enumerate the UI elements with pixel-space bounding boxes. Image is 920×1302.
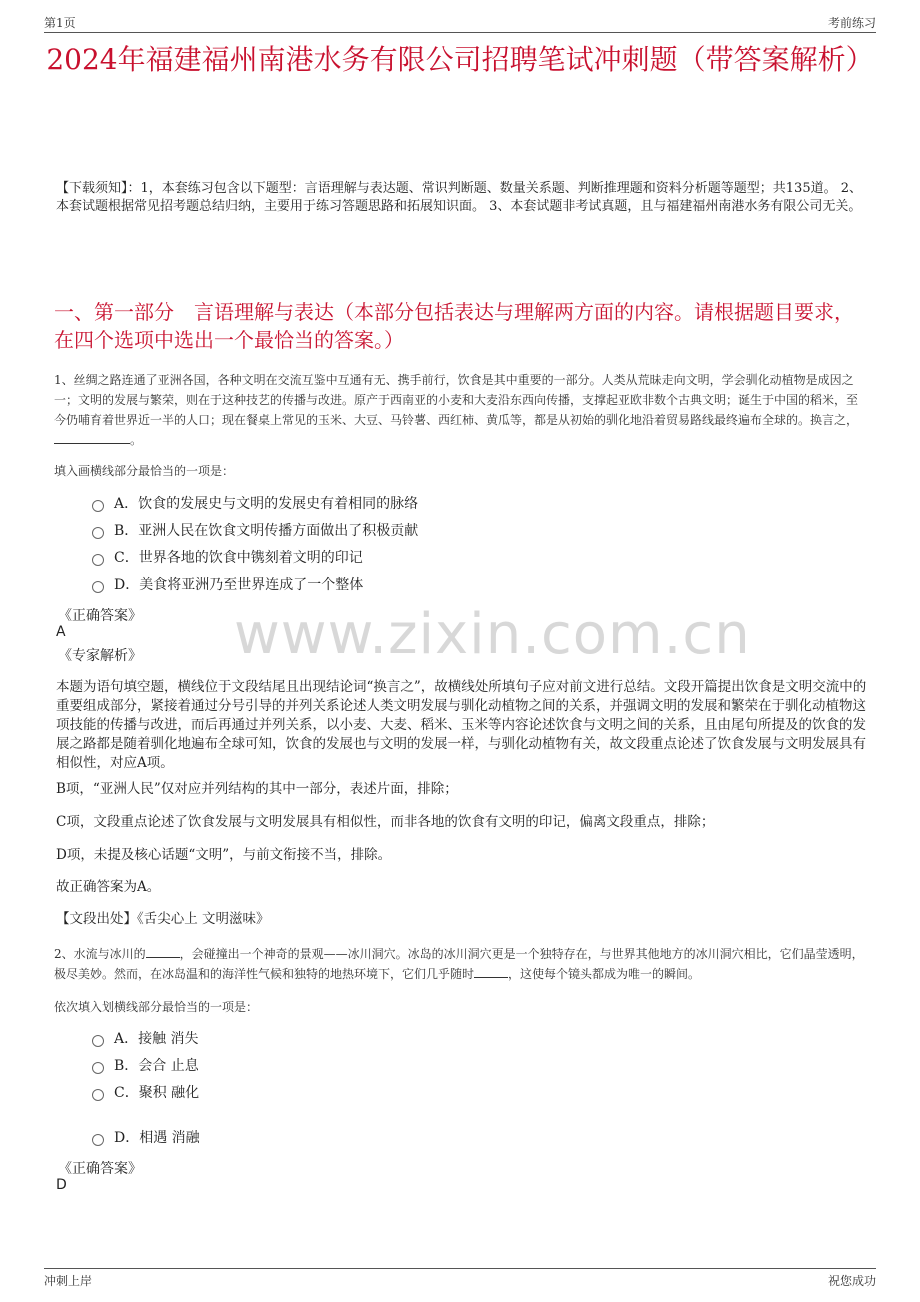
question-1-option-a[interactable] <box>92 493 418 515</box>
download-notice: 【下载须知】：1，本套练习包含以下题型：言语理解与表达题、常识判断题、数量关系题、判断推理题和资料分析题等题型；共135道。 2、本套试题根据常见招考题总结归纳，主要用于练习答题思路和拓展知识面。 3、本套试题非考试真题，且与福建福州南港水务有限公司无关。 <box>56 181 862 214</box>
question-2-part-b: ，会碰撞出一个神奇的景观——冰川洞穴。冰岛的冰川洞穴更是一个独特存在，与世界其他地方的冰川洞穴相比，它们晶莹透明，极尽美妙。然而，在冰岛温和的海洋性气候和独特的地热环境下，它们几乎随时 <box>54 947 864 981</box>
question-1-end: 。 <box>130 433 143 447</box>
radio-icon[interactable] <box>92 1134 104 1146</box>
question-2-option-a[interactable] <box>92 1028 199 1050</box>
source-citation: 【文段出处】《舌尖心上 文明滋味》 <box>56 911 270 927</box>
question-1-prompt: 填入画横线部分最恰当的一项是： <box>54 464 235 478</box>
option-label: A．接触 消失 <box>114 1031 199 1047</box>
question-1-option-c[interactable] <box>92 547 363 569</box>
question-2-part-a: 2、水流与冰川的 <box>54 947 146 961</box>
footer-left: 冲刺上岸 <box>44 1274 93 1288</box>
correct-answer-label: 《正确答案》 <box>58 608 142 624</box>
radio-icon[interactable] <box>92 1089 104 1101</box>
radio-icon[interactable] <box>92 581 104 593</box>
footer-right: 祝您成功 <box>827 1274 876 1288</box>
analysis-paragraph-c: C项，文段重点论述了饮食发展与文明发展具有相似性，而非各地的饮食有文明的印记，偏离文段重点，排除； <box>56 814 715 830</box>
answer-blank <box>146 945 180 958</box>
question-1-text <box>54 370 866 450</box>
answer-blank <box>474 965 508 978</box>
correct-answer: A <box>56 624 66 640</box>
option-label: B．亚洲人民在饮食文明传播方面做出了积极贡献 <box>114 523 419 539</box>
correct-answer-label-2: 《正确答案》 <box>58 1161 142 1177</box>
answer-blank <box>54 431 130 444</box>
question-2-text <box>54 944 866 984</box>
radio-icon[interactable] <box>92 1062 104 1074</box>
watermark: www.zixin.com.cn <box>234 602 751 667</box>
radio-icon[interactable] <box>92 527 104 539</box>
analysis-paragraph-b: B项，“亚洲人民”仅对应并列结构的其中一部分，表述片面，排除； <box>56 781 458 797</box>
question-2-option-c[interactable] <box>92 1082 199 1104</box>
radio-icon[interactable] <box>92 500 104 512</box>
question-2-option-b[interactable] <box>92 1055 199 1077</box>
header-tag: 考前练习 <box>827 16 876 30</box>
option-label: A．饮食的发展史与文明的发展史有着相同的脉络 <box>114 496 419 512</box>
question-1-option-d[interactable] <box>92 574 363 596</box>
radio-icon[interactable] <box>92 554 104 566</box>
page-number: 第1页 <box>44 16 76 30</box>
question-2-option-d[interactable] <box>92 1127 200 1149</box>
question-1-option-b[interactable] <box>92 520 418 542</box>
question-2-part-c: ，这使每个镜头都成为唯一的瞬间。 <box>508 967 701 981</box>
option-label: D．美食将亚洲乃至世界连成了一个整体 <box>114 577 364 593</box>
page-footer <box>44 1268 876 1291</box>
document-title: 2024年福建福州南港水务有限公司招聘笔试冲刺题（带答案解析） <box>46 43 874 76</box>
analysis-paragraph-main: 本题为语句填空题，横线位于文段结尾且出现结论词“换言之”，故横线处所填句子应对前文进行总结。文段开篇提出饮食是文明交流中的重要组成部分，紧接着通过分号引导的并列关系论述人类文明发展与驯化动植物之间的关系，并强调文明的发展和繁荣在于驯化动植物这项技能的传播与改进，而后再通过并列关系，以小麦、大麦、稻米、玉米等内容论述饮食与文明之间的关系，且由尾句所提及的饮食的发展之路都是随着驯化地遍布全球可知，饮食的发展也与文明的发展一样，与驯化动植物有关，故文段重点论述了饮食发展与文明发展具有相似性，对应A项。 <box>56 679 867 771</box>
analysis-conclusion: 故正确答案为A。 <box>56 879 161 895</box>
section-heading: 一、第一部分 言语理解与表达（本部分包括表达与理解两方面的内容。请根据题目要求，在四个选项中选出一个最恰当的答案。） <box>54 300 854 352</box>
analysis-label: 《专家解析》 <box>58 648 142 664</box>
option-label: B．会合 止息 <box>114 1058 199 1074</box>
option-label: C．世界各地的饮食中镌刻着文明的印记 <box>114 550 363 566</box>
correct-answer-2: D <box>56 1177 67 1193</box>
option-label: D．相遇 消融 <box>114 1130 200 1146</box>
option-label: C．聚积 融化 <box>114 1085 200 1101</box>
question-2-prompt: 依次填入划横线部分最恰当的一项是： <box>54 1000 259 1014</box>
page-header <box>44 12 876 33</box>
analysis-paragraph-d: D项，未提及核心话题“文明”，与前文衔接不当，排除。 <box>56 847 392 863</box>
radio-icon[interactable] <box>92 1035 104 1047</box>
question-1-body: 1、丝绸之路连通了亚洲各国，各种文明在交流互鉴中互通有无、携手前行，饮食是其中重要的一部分。人类从荒昧走向文明，学会驯化动植物是成因之一；文明的发展与繁荣，则在于这种技艺的传播与改进。原产于西南亚的小麦和大麦沿东西向传播，支撑起亚欧非数个古典文明；诞生于中国的稻米，至今仍哺育着世界近一半的人口；现在餐桌上常见的玉米、大豆、马铃薯、西红柿、黄瓜等，都是从初始的驯化地沿着贸易路线最终遍布全球的。换言之， <box>54 373 859 427</box>
